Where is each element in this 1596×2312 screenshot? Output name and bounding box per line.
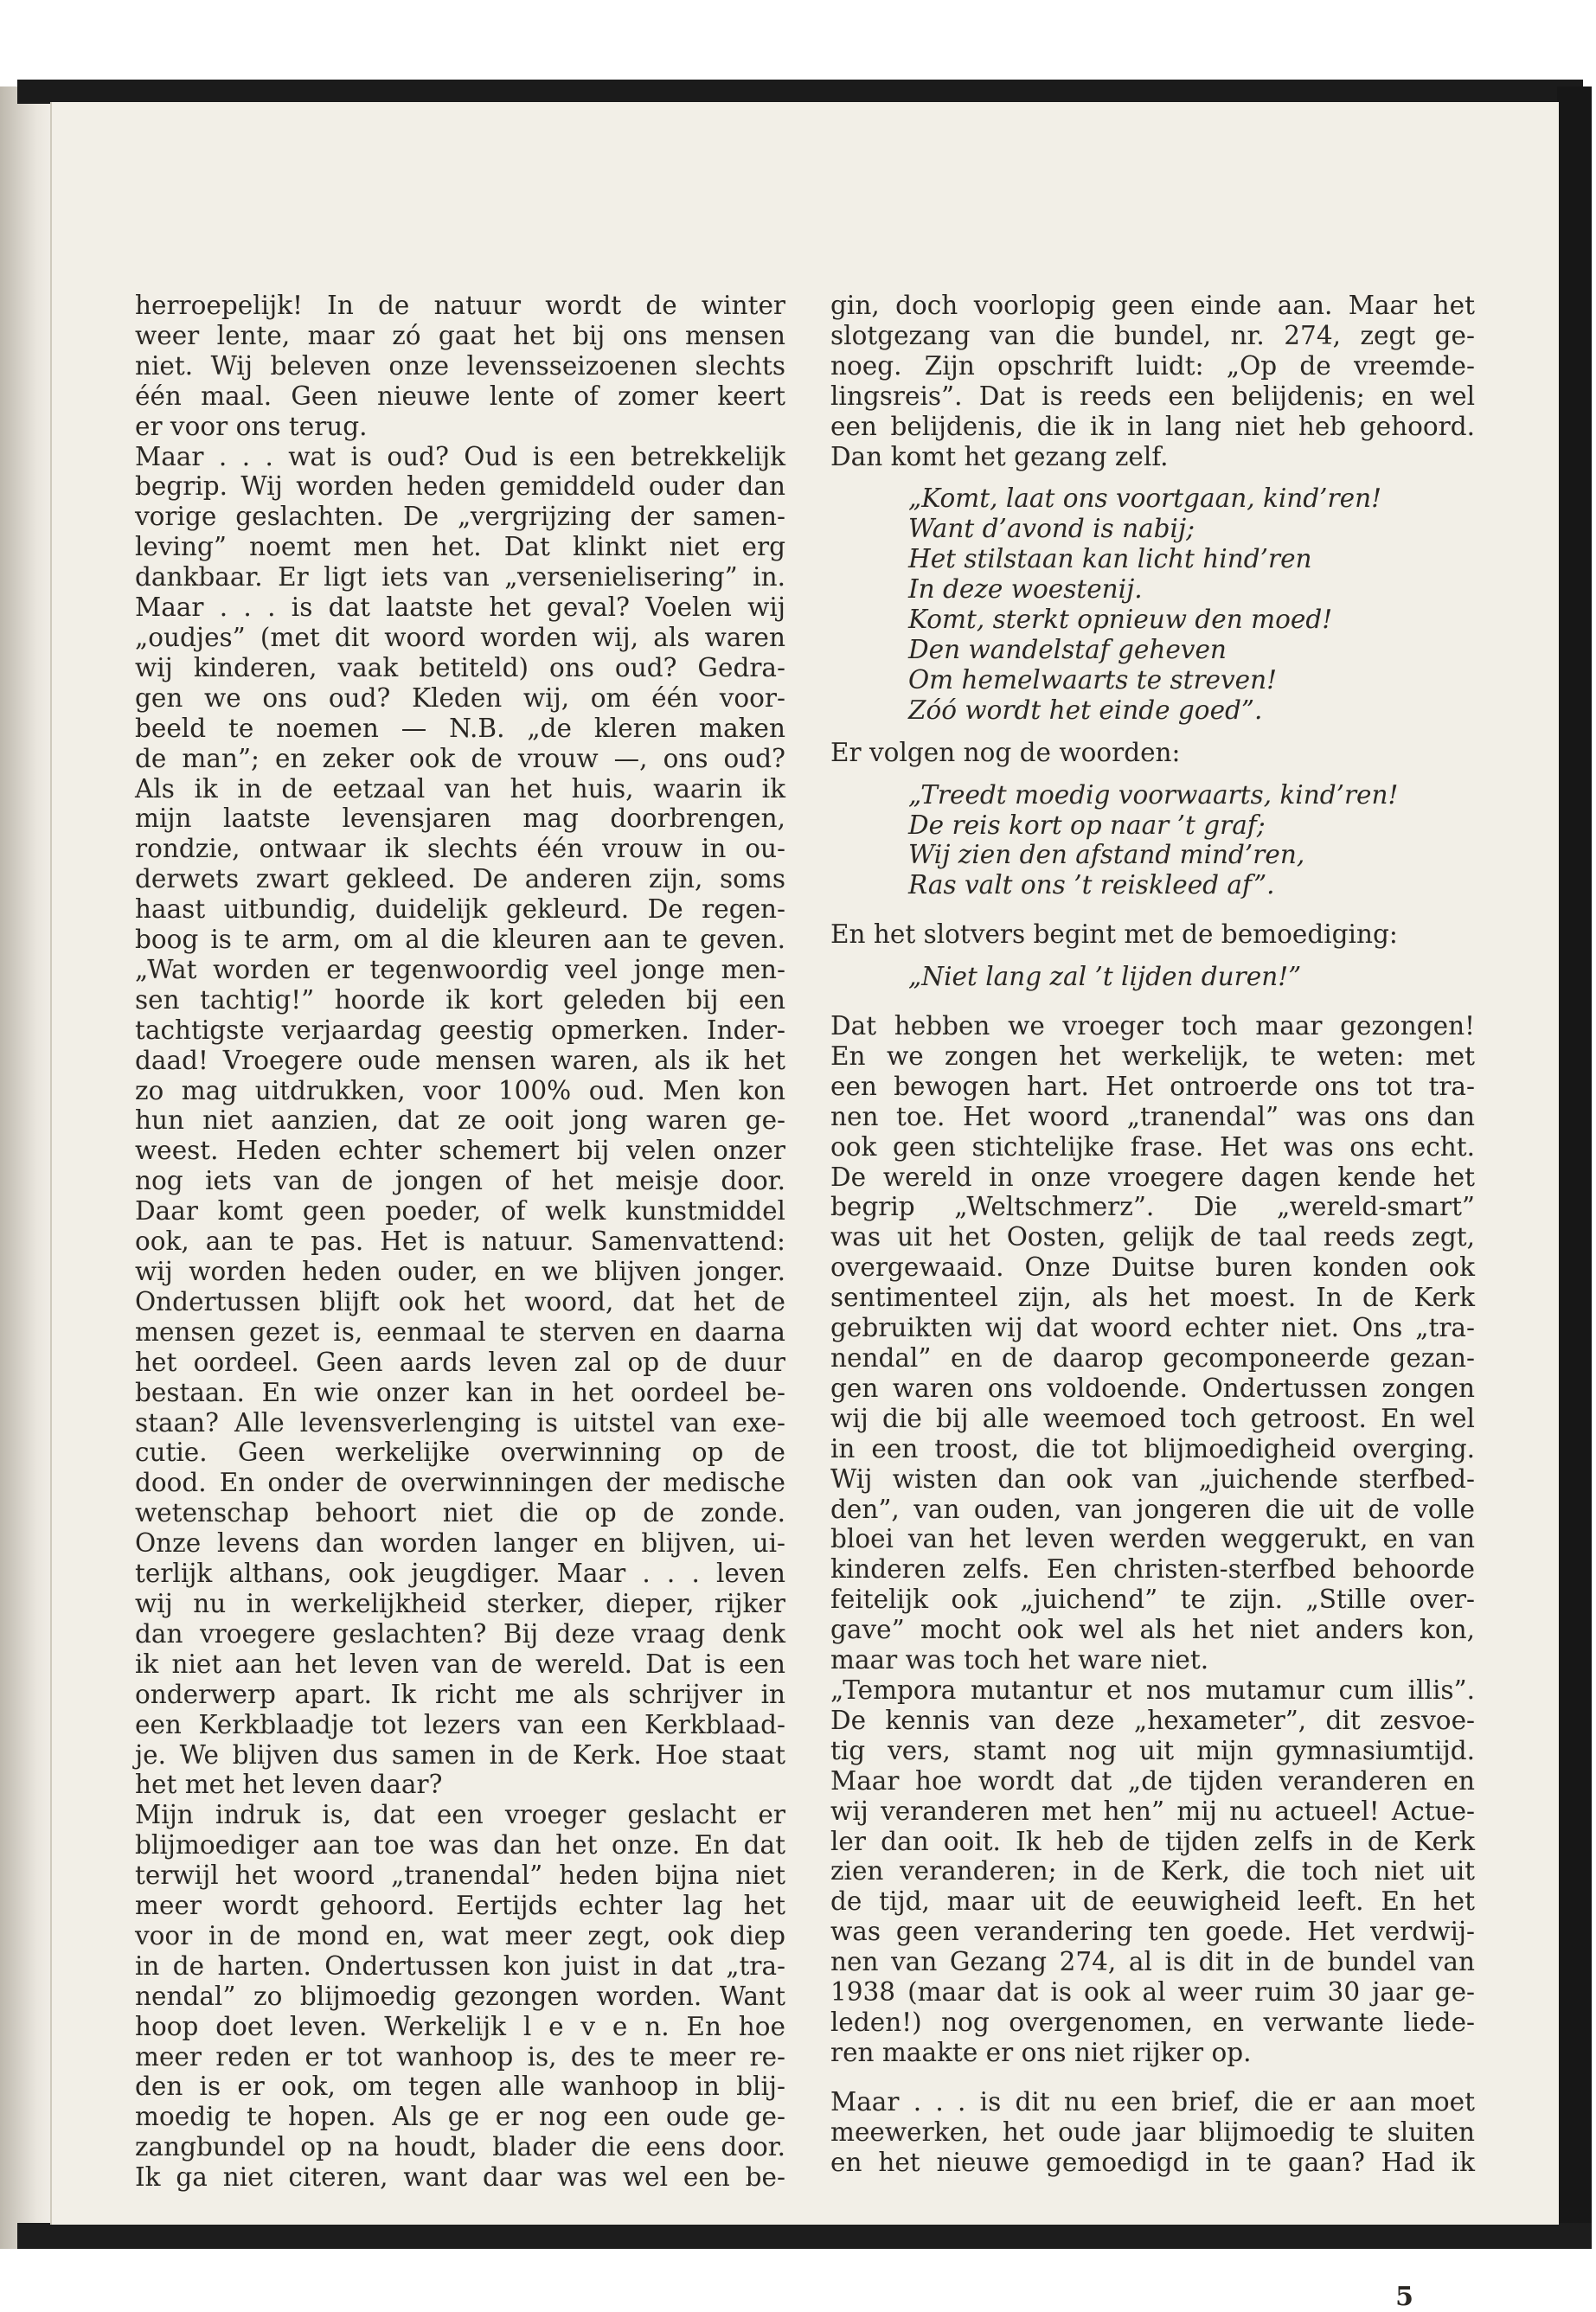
text-line: één maal. Geen nieuwe lente of zomer keert [135,381,785,411]
text-line: tachtigste verjaardag geestig opmerken. Inder- [135,1015,785,1045]
text-line: gen we ons oud? Kleden wij, om één voor- [135,682,785,713]
text-line: mensen gezet is, eenmaal te sterven en daarna [135,1316,785,1347]
text-line: wij veranderen met hen” mij nu actueel! Actue- [830,1796,1475,1826]
text-line: was geen verandering ten goede. Het verdwij- [830,1917,1475,1947]
text-line: meewerken, het oude jaar blijmoedig te sluiten [830,2117,1475,2147]
text-line: „Tempora mutantur et nos mutamur cum illis”. [830,1675,1475,1705]
text-line: ook, aan te pas. Het is natuur. Samenvattend: [135,1226,785,1257]
text-line: Als ik in de eetzaal van het huis, waarin ik [135,773,785,804]
verse-line: Zóó wordt het einde goed”. [908,695,1263,725]
text-line: het oordeel. Geen aards leven zal op de duur [135,1347,785,1377]
text-line: wetenschap behoort niet die op de zonde. [135,1498,785,1528]
text-line: noeg. Zijn opschrift luidt: „Op de vreemde- [830,350,1475,381]
verse-line: Wij zien den afstand mind’ren, [908,840,1305,870]
text-line: gin, doch voorlopig geen einde aan. Maar het [830,291,1475,320]
text-line: dankbaar. Er ligt iets van „versenielisering” in. [135,562,785,592]
text-line: een Kerkblaadje tot lezers van een Kerkblaad- [135,1709,785,1739]
text-line: den is er ook, om tegen alle wanhoop in blij- [135,2072,785,2102]
text-line: begrip. Wij worden heden gemiddeld ouder dan [135,471,785,502]
text-line: weest. Heden echter schemert bij velen onzer [135,1136,785,1166]
text-line: dan vroegere geslachten? Bij deze vraag denk [135,1618,785,1649]
text-line: hun niet aanzien, dat ze ooit jong waren ge- [135,1105,785,1136]
hymn-verse-3: „Niet lang zal ’t lijden duren!” [908,962,1302,992]
hymn-verse-1 [830,484,1475,725]
binding-right [1557,86,1592,2240]
text-line: „Wat worden er tegenwoordig veel jonge men- [135,954,785,984]
text-line: rondzie, ontwaar ik slechts één vrouw in ou- [135,834,785,864]
text-line: leving” noemt men het. Dat klinkt niet erg [135,532,785,562]
text-line: in de harten. Ondertussen kon juist in dat „tra- [135,1950,785,1981]
text-line: nendal” zo blijmoedig gezongen worden. Want [135,1981,785,2011]
text-line: haast uitbundig, duidelijk gekleurd. De regen- [135,894,785,925]
text-line: leden!) nog overgenomen, en verwante liede- [830,2007,1475,2037]
text-line: niet. Wij beleven onze levensseizoenen slechts [135,350,785,381]
verse-line: In deze woestenij. [908,574,1143,605]
text-line: boog is te arm, om al die kleuren aan te geven. [135,925,785,955]
text-line: mijn laatste levensjaren mag doorbrengen, [135,804,785,834]
text-line: lingsreis”. Dat is reeds een belijdenis; en wel [830,381,1475,411]
text-line: hoop doet leven. Werkelijk l e v e n. En hoe [135,2011,785,2041]
text-line: nog iets van de jongen of het meisje door. [135,1166,785,1196]
text-line: nen toe. Het woord „tranendal” was ons dan [830,1101,1475,1131]
text-line: moedig te hopen. Als ge er nog een oude ge- [135,2102,785,2132]
closing-paragraph [830,2087,1475,2178]
text-line: Maar . . . wat is oud? Oud is een betrekkelijk [135,441,785,471]
text-line: zo mag uitdrukken, voor 100% oud. Men kon [135,1075,785,1105]
text-line: bestaan. En wie onzer kan in het oordeel be- [135,1377,785,1407]
text-line: terwijl het woord „tranendal” heden bijna niet [135,1860,785,1891]
text-line: feitelijk ook „juichend” te zijn. „Stille over- [830,1585,1475,1615]
text-line: nendal” en de daarop gecomponeerde gezan- [830,1343,1475,1373]
text-line: maar was toch het ware niet. [830,1645,1209,1675]
text-line: ler dan ooit. Ik heb de tijden zelfs in de Kerk [830,1826,1475,1856]
text-line: kinderen zelfs. Een christen-sterfbed behoorde [830,1554,1475,1585]
text-line: zien veranderen; in de Kerk, die toch niet uit [830,1856,1475,1886]
verse-line: Komt, sterkt opnieuw den moed! [908,605,1333,635]
right-column [830,291,1475,2177]
text-line: begrip „Weltschmerz”. Die „wereld-smart” [830,1192,1475,1222]
verse-line: „Treedt moedig voorwaarts, kind’ren! [908,779,1399,810]
verse-line: Den wandelstaf geheven [908,634,1227,664]
text-line: Dan komt het gezang zelf. [830,441,1169,471]
verse-line: Het stilstaan kan licht hind’ren [908,544,1312,574]
text-line: weer lente, maar zó gaat het bij ons mensen [135,320,785,350]
text-line: derwets zwart gekleed. De anderen zijn, soms [135,864,785,894]
text-line: onderwerp apart. Ik richt me als schrijver in [135,1679,785,1709]
text-line: en het nieuwe gemoedigd in te gaan? Had ik [830,2147,1475,2177]
text-line: De kennis van deze „hexameter”, dit zesvoe- [830,1705,1475,1735]
text-line: cutie. Geen werkelijke overwinning op de [135,1438,785,1468]
text-line: gave” mocht ook wel als het niet anders kon, [830,1615,1475,1645]
text-line: bloei van het leven werden weggerukt, en van [830,1524,1475,1554]
text-line: De wereld in onze vroegere dagen kende het [830,1162,1475,1192]
verse-line: Ras valt ons ’t reiskleed af”. [908,870,1275,900]
right-intro-paragraph [830,291,1475,471]
left-column [135,291,801,2193]
bridge-text-2: En het slotvers begint met de bemoediging: [830,919,1398,950]
text-line: sentimenteel zijn, als het moest. In de Kerk [830,1283,1475,1313]
text-line: 1938 (maar dat is ook al weer ruim 30 jaar ge- [830,1977,1475,2008]
scan-left-edge [0,86,52,2249]
text-line: Daar komt geen poeder, of welk kunstmiddel [135,1196,785,1226]
text-line: daad! Vroegere oude mensen waren, als ik het [135,1045,785,1075]
text-line: in een troost, die tot blijmoedigheid overging. [830,1433,1475,1463]
hymn-verse-2 [830,780,1475,901]
text-line: nen van Gezang 274, al is dit in de bundel van [830,1947,1475,1977]
text-line: Wij wisten dan ook van „juichende sterfbed- [830,1463,1475,1494]
text-line: een belijdenis, die ik in lang niet heb gehoord. [830,411,1475,441]
text-line: wij kinderen, vaak betiteld) ons oud? Gedra- [135,652,785,682]
verse-line: Want d’avond is nabij; [908,514,1195,544]
text-line: Maar . . . is dat laatste het geval? Voelen wij [135,592,785,623]
text-line: terlijk althans, ook jeugdiger. Maar . . . leven [135,1559,785,1589]
text-line: meer wordt gehoord. Eertijds echter lag het [135,1891,785,1921]
verse-line: „Komt, laat ons voortgaan, kind’ren! [908,484,1381,514]
text-line: wij die bij alle weemoed toch getroost. En wel [830,1403,1475,1433]
text-line: den”, van ouden, van jongeren die uit de volle [830,1494,1475,1524]
text-line: staan? Alle levensverlenging is uitstel van exe- [135,1407,785,1438]
text-line: de tijd, maar uit de eeuwigheid leeft. En het [830,1886,1475,1917]
right-body-paragraphs [830,1011,1475,2068]
text-line: gen waren ons voldoende. Ondertussen zongen [830,1373,1475,1403]
text-line: wij worden heden ouder, en we blijven jonger. [135,1257,785,1286]
text-line: Dat hebben we vroeger toch maar gezongen! [830,1011,1475,1041]
text-line: een bewogen hart. Het ontroerde ons tot tra- [830,1071,1475,1101]
text-line: de man”; en zeker ook de vrouw —, ons oud? [135,743,785,773]
text-line: wij nu in werkelijkheid sterker, dieper, rijker [135,1588,785,1618]
verse-line: De reis kort op naar ’t graf; [908,810,1266,840]
bridge-text-1: Er volgen nog de woorden: [830,737,1181,767]
magazine-page [50,102,1559,2312]
text-line: er voor ons terug. [135,411,368,441]
text-line: blijmoediger aan toe was dan het onze. En dat [135,1830,785,1860]
text-line: meer reden er tot wanhoop is, des te meer re- [135,2041,785,2072]
text-line: „oudjes” (met dit woord worden wij, als waren [135,622,785,652]
text-line: vorige geslachten. De „vergrijzing der samen- [135,502,785,532]
text-line: beeld te noemen — N.B. „de kleren maken [135,713,785,743]
page-number: 5 [1395,2282,1413,2312]
text-line: was uit het Oosten, gelijk de taal reeds zegt, [830,1222,1475,1252]
text-line: Ik ga niet citeren, want daar was wel een be- [135,2162,785,2193]
text-line: herroepelijk! In de natuur wordt de winter [135,291,785,320]
text-line: gebruikten wij dat woord echter niet. Ons „tra- [830,1313,1475,1343]
text-line: overgewaaid. Onze Duitse buren konden ook [830,1252,1475,1283]
text-line: dood. En onder de overwinningen der medische [135,1468,785,1498]
text-line: je. We blijven dus samen in de Kerk. Hoe staat [135,1739,785,1770]
text-line: slotgezang van die bundel, nr. 274, zegt ge- [830,320,1475,350]
verse-line: Om hemelwaarts te streven! [908,664,1277,695]
binding-bottom [17,2223,1592,2249]
text-line: voor in de mond en, wat meer zegt, ook diep [135,1920,785,1950]
text-line: Mijn indruk is, dat een vroeger geslacht er [135,1800,785,1830]
text-line: Onze levens dan worden langer en blijven, ui- [135,1528,785,1559]
text-line: Ondertussen blijft ook het woord, dat het de [135,1286,785,1316]
binding-top [17,80,1583,104]
text-line: sen tachtig!” hoorde ik kort geleden bij een [135,984,785,1015]
text-line: ook geen stichtelijke frase. Het was ons echt. [830,1131,1475,1162]
text-line: Maar . . . is dit nu een brief, die er aan moet [830,2086,1475,2117]
text-line: ren maakte er ons niet rijker op. [830,2037,1252,2067]
text-line: ik niet aan het leven van de wereld. Dat is een [135,1649,785,1679]
text-line: tig vers, stamt nog uit mijn gymnasiumtijd. [830,1735,1475,1765]
text-line: Maar hoe wordt dat „de tijden veranderen en [830,1765,1475,1796]
text-line: zangbundel op na houdt, blader die eens door. [135,2132,785,2162]
text-line: En we zongen het werkelijk, te weten: met [830,1041,1475,1071]
text-line: het met het leven daar? [135,1770,443,1800]
